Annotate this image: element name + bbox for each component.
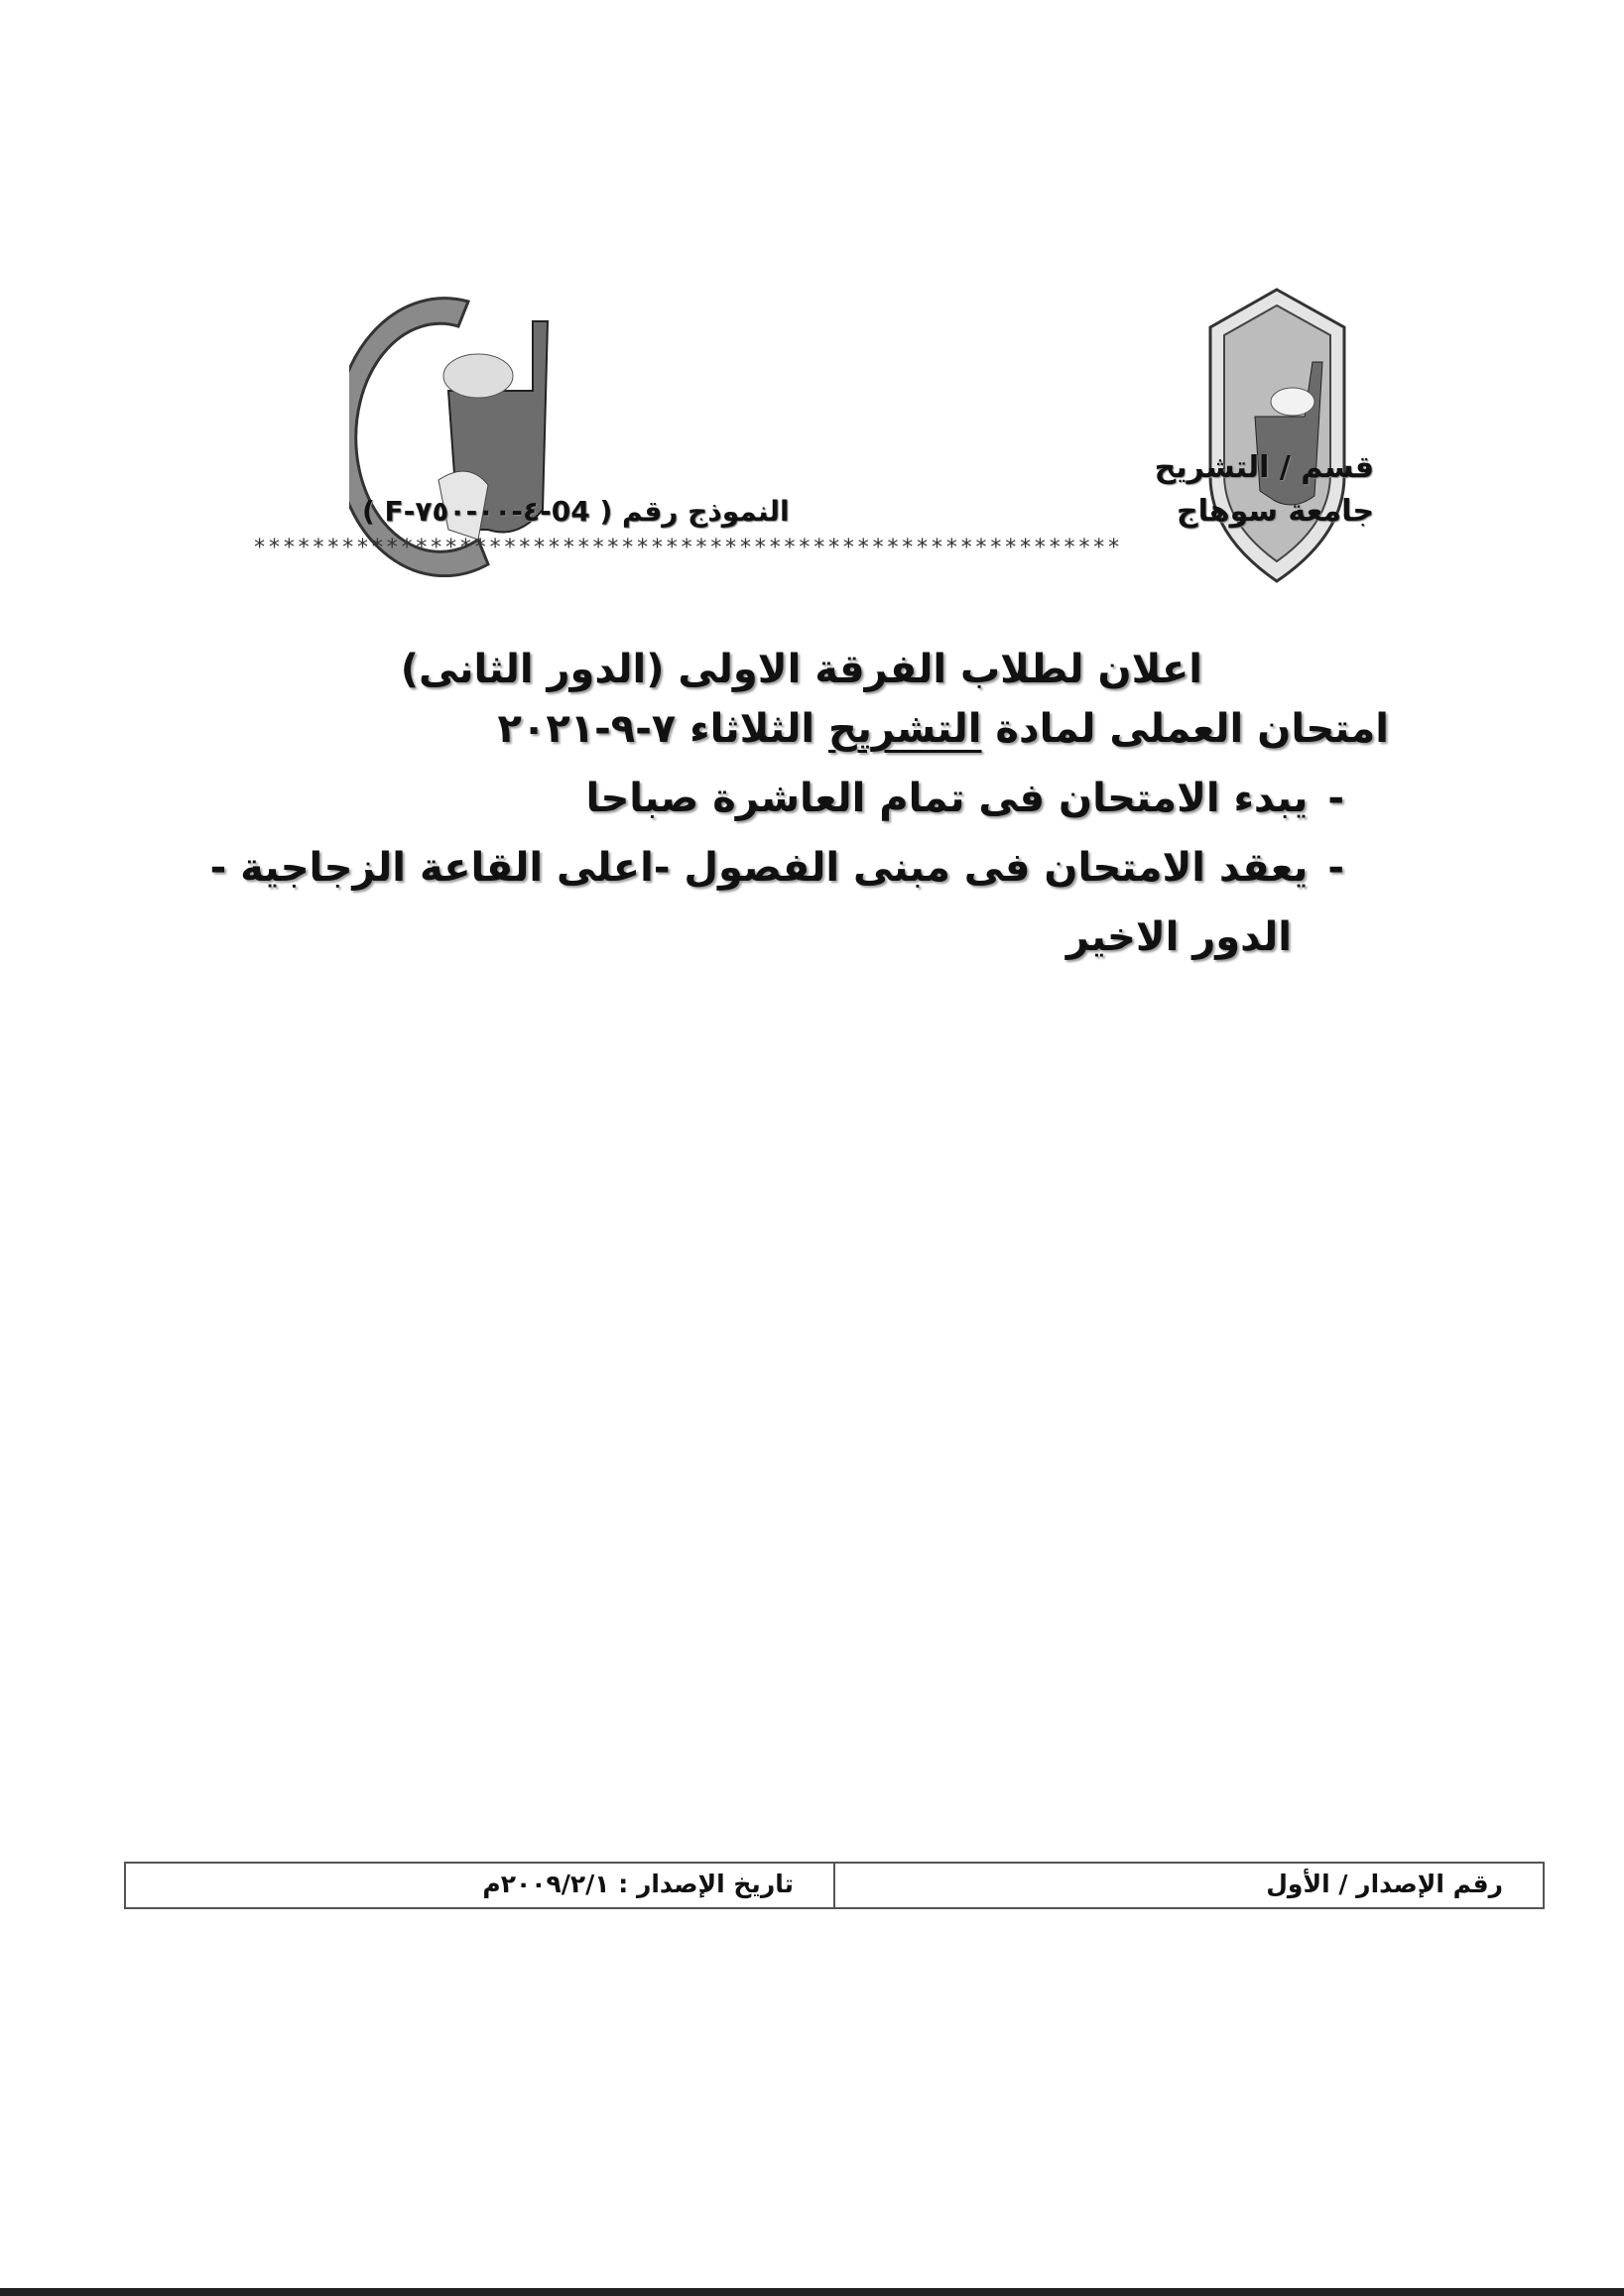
exam-line xyxy=(498,694,1390,764)
separator-line: *********************************************************** xyxy=(253,536,1122,560)
department-label: قسم / التشريح xyxy=(1154,450,1374,485)
subject-name: التشريح xyxy=(828,706,982,752)
bullet-continuation: الدور الاخير xyxy=(1065,914,1292,960)
announcement-title: اعلان لطلاب الفرقة الاولى (الدور الثانى) xyxy=(400,647,1202,692)
university-seal xyxy=(1205,288,1349,583)
university-label: جامعة سوهاج xyxy=(1176,494,1374,529)
exam-date: الثلاثاء ٧-٩-٢٠٢١ xyxy=(497,706,828,752)
bullet-item: -يعقد الامتحان فى مبنى الفصول -اعلى القاعة الزجاجية - xyxy=(209,845,1344,891)
issue-info-table xyxy=(124,1862,1545,1909)
bullet-marker: - xyxy=(1327,845,1344,891)
issue-date: تاريخ الإصدار : ٢٠٠٩/٢/١م xyxy=(482,1870,794,1898)
form-number: النموذج رقم ( 04-٤-٠٠-٧٥٠-F ) xyxy=(362,495,790,528)
exam-prefix: امتحان العملى لمادة xyxy=(981,706,1389,752)
scan-edge xyxy=(0,2288,1624,2296)
bullet-item: -يبدء الامتحان فى تمام العاشرة صباحا xyxy=(585,776,1344,821)
bullet-marker: - xyxy=(1327,776,1344,821)
issue-number: رقم الإصدار / الأول xyxy=(833,1864,1543,1907)
